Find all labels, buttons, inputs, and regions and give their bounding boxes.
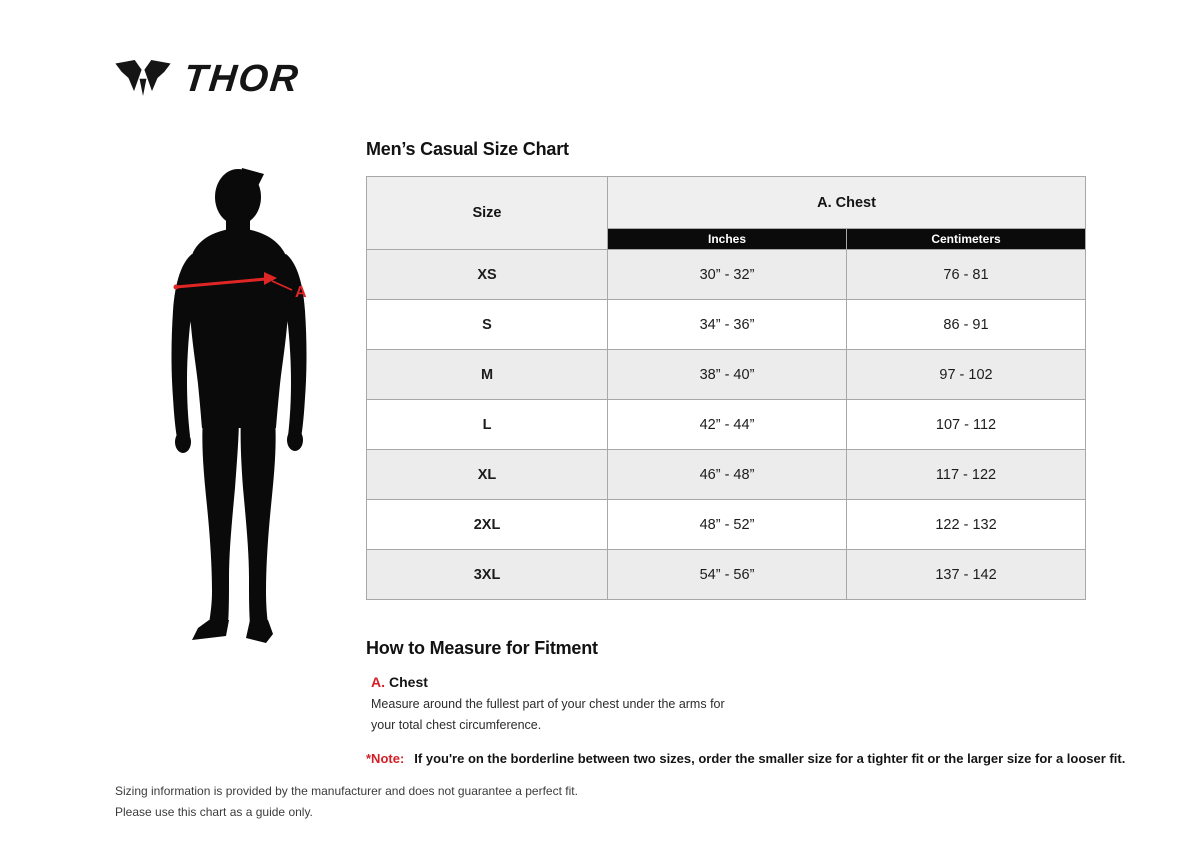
table-row xyxy=(367,300,1086,350)
inches-value: 38” - 40” xyxy=(608,350,847,400)
size-value: S xyxy=(367,300,608,350)
measure-section-title: How to Measure for Fitment xyxy=(366,638,598,658)
measure-item-chest xyxy=(371,674,751,735)
column-header-size: Size xyxy=(367,177,608,250)
sizing-note xyxy=(366,751,1125,766)
inches-value: 54” - 56” xyxy=(608,550,847,600)
size-value: XL xyxy=(367,450,608,500)
column-header-inches: Inches xyxy=(608,229,847,250)
inches-value: 46” - 48” xyxy=(608,450,847,500)
column-header-chest: A. Chest xyxy=(608,177,1086,229)
centimeters-value: 122 - 132 xyxy=(847,500,1086,550)
male-silhouette-figure xyxy=(146,166,338,652)
table-row xyxy=(367,450,1086,500)
thor-logo-text: THOR xyxy=(181,58,302,100)
note-text: If you're on the borderline between two sizes, order the smaller size for a tighter fit or the larger size for a looser fit. xyxy=(414,751,1126,766)
centimeters-value: 137 - 142 xyxy=(847,550,1086,600)
column-header-centimeters: Centimeters xyxy=(847,229,1086,250)
measure-description: Measure around the fullest part of your chest under the arms for your total chest circumference. xyxy=(371,697,725,732)
footer-disclaimer xyxy=(115,781,578,823)
size-value: XS xyxy=(367,250,608,300)
table-row xyxy=(367,250,1086,300)
table-row xyxy=(367,400,1086,450)
inches-value: 30” - 32” xyxy=(608,250,847,300)
measure-marker: A. xyxy=(371,674,385,690)
centimeters-value: 86 - 91 xyxy=(847,300,1086,350)
size-value: M xyxy=(367,350,608,400)
measure-label: Chest xyxy=(389,674,428,690)
table-row xyxy=(367,350,1086,400)
table-row xyxy=(367,550,1086,600)
chest-marker-label: A xyxy=(295,284,307,301)
inches-value: 48” - 52” xyxy=(608,500,847,550)
measure-item-heading xyxy=(371,674,751,690)
footer-line-1: Sizing information is provided by the manufacturer and does not guarantee a perfect fit. xyxy=(115,784,578,798)
size-value: 2XL xyxy=(367,500,608,550)
size-value: 3XL xyxy=(367,550,608,600)
size-chart-title: Men’s Casual Size Chart xyxy=(366,139,569,159)
size-value: L xyxy=(367,400,608,450)
centimeters-value: 117 - 122 xyxy=(847,450,1086,500)
centimeters-value: 76 - 81 xyxy=(847,250,1086,300)
note-prefix: *Note: xyxy=(366,751,405,766)
centimeters-value: 107 - 112 xyxy=(847,400,1086,450)
inches-value: 42” - 44” xyxy=(608,400,847,450)
silhouette-graphic xyxy=(146,166,338,652)
inches-value: 34” - 36” xyxy=(608,300,847,350)
centimeters-value: 97 - 102 xyxy=(847,350,1086,400)
table-row xyxy=(367,500,1086,550)
thor-horns-icon xyxy=(114,52,172,104)
footer-line-2: Please use this chart as a guide only. xyxy=(115,805,313,819)
thor-logo xyxy=(114,52,300,104)
size-chart-table xyxy=(366,176,1086,600)
